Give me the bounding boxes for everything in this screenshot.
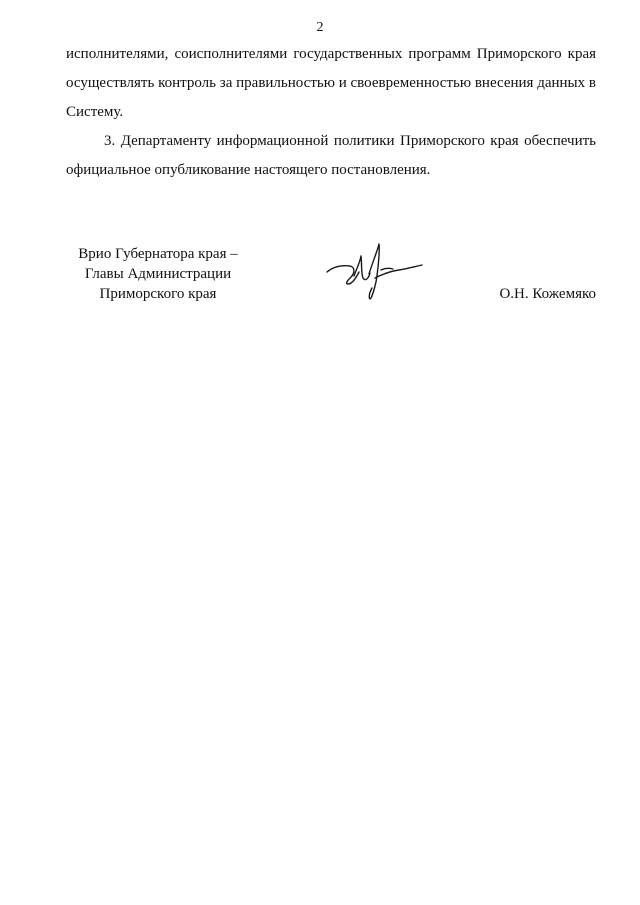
signer-name: О.Н. Кожемяко xyxy=(499,286,596,302)
handwritten-signature xyxy=(325,240,425,302)
signer-title-line-1: Врио Губернатора края – xyxy=(78,246,238,262)
signer-title xyxy=(58,244,258,304)
paragraph-item-3: 3. Департаменту информационной политики Приморского края обеспечить официальное опубликование настоящего постановления. xyxy=(66,133,596,178)
signature-block xyxy=(0,240,640,320)
paragraph-continuation: исполнителями, соисполнителями государственных программ Приморского края осуществлять контроль за правильностью и своевременностью внесения данных в Систему. xyxy=(66,46,596,120)
signer-title-line-2: Главы Администрации xyxy=(84,266,232,282)
document-body xyxy=(66,40,596,185)
page-number: 2 xyxy=(316,20,324,35)
signer-title-line-3: Приморского края xyxy=(99,286,217,302)
